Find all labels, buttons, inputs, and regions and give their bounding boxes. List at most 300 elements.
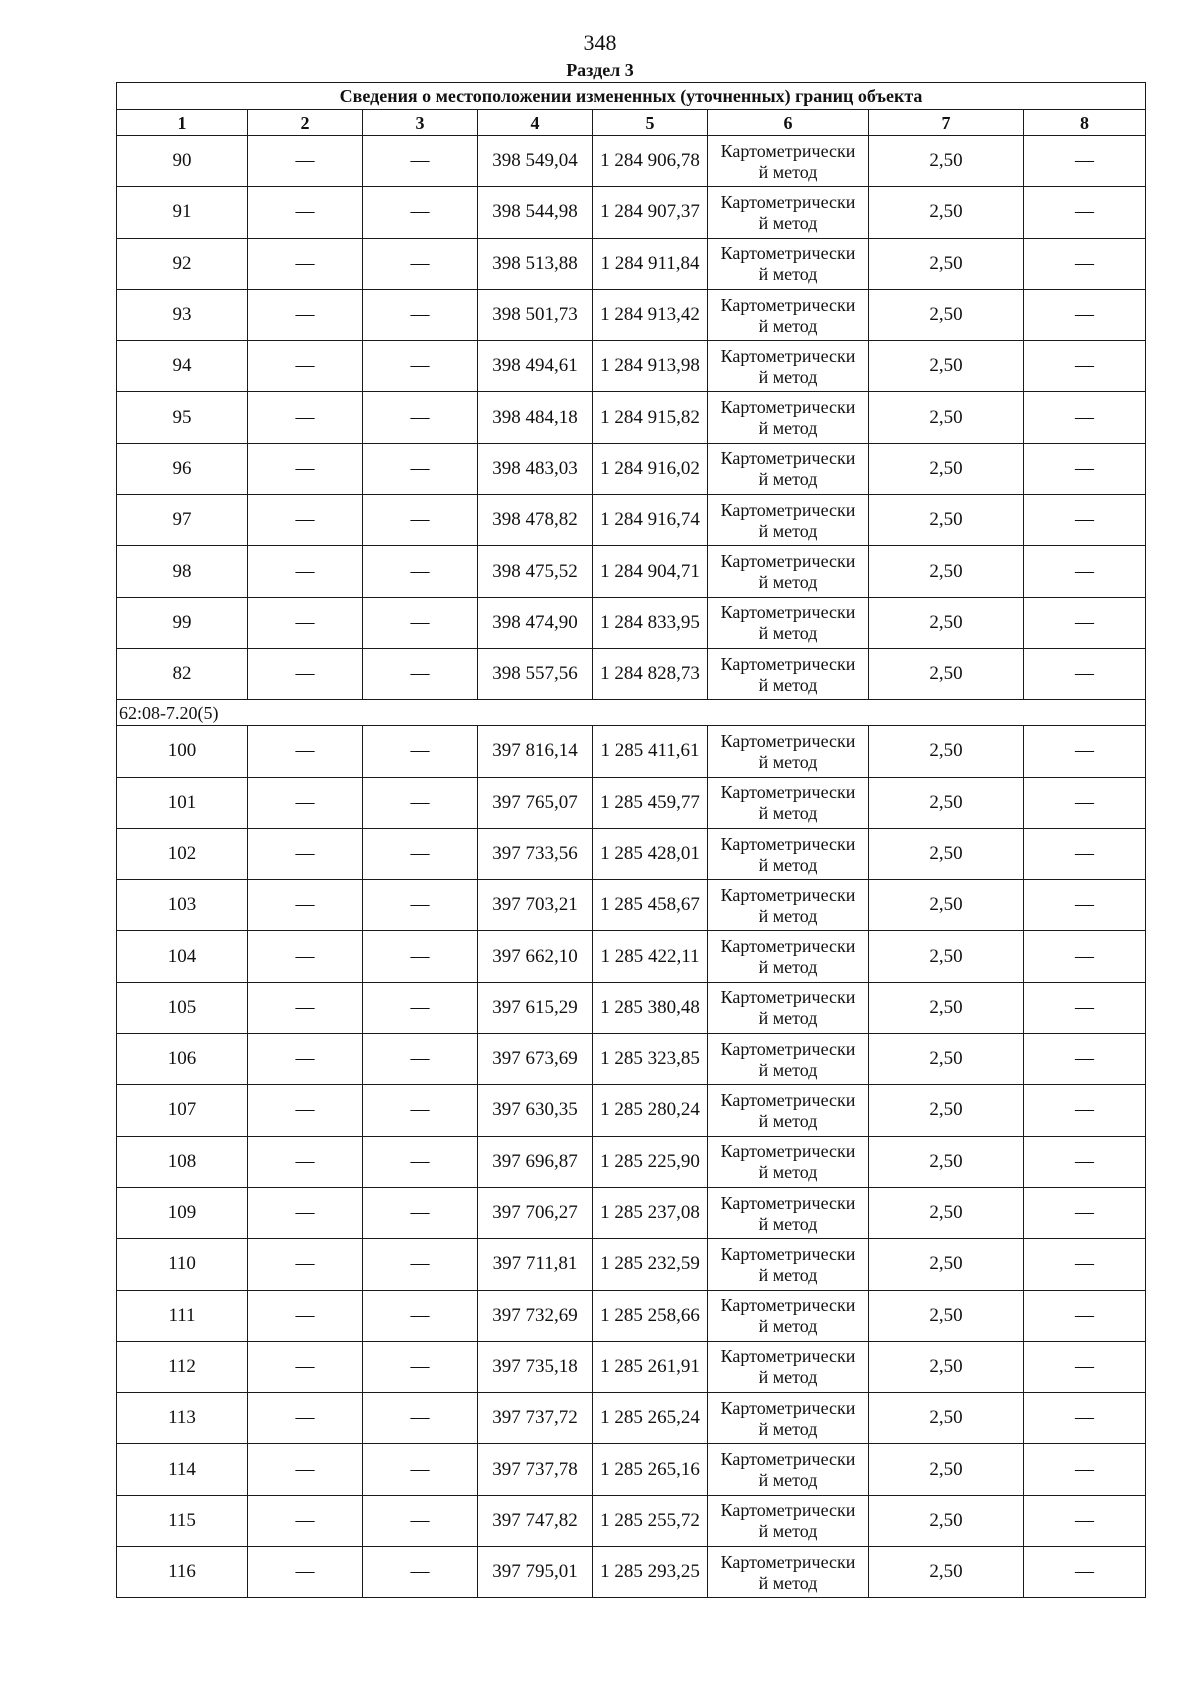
empty-dash: — — [363, 1341, 478, 1392]
method-cell — [708, 828, 869, 879]
point-number: 82 — [117, 648, 248, 699]
method-cell — [708, 1444, 869, 1495]
method-cell — [708, 187, 869, 238]
method-line: й метод — [758, 418, 818, 439]
method-line: й метод — [758, 315, 818, 336]
coordinate-y: 1 285 293,25 — [593, 1547, 708, 1598]
empty-dash: — — [363, 1187, 478, 1238]
method-line: й метод — [758, 623, 818, 644]
coordinate-y: 1 285 411,61 — [593, 726, 708, 777]
empty-dash: — — [1024, 1495, 1146, 1546]
method-cell — [708, 136, 869, 187]
accuracy-value: 2,50 — [869, 1290, 1024, 1341]
method-line: й метод — [758, 1110, 818, 1131]
empty-dash: — — [363, 136, 478, 187]
coordinate-x: 397 706,27 — [478, 1187, 593, 1238]
method-cell — [708, 1495, 869, 1546]
accuracy-value: 2,50 — [869, 1034, 1024, 1085]
coordinate-y: 1 285 458,67 — [593, 880, 708, 931]
empty-dash: — — [248, 1444, 363, 1495]
coordinate-x: 398 475,52 — [478, 546, 593, 597]
empty-dash: — — [1024, 495, 1146, 546]
empty-dash: — — [248, 546, 363, 597]
point-number: 102 — [117, 828, 248, 879]
empty-dash: — — [1024, 1085, 1146, 1136]
accuracy-value: 2,50 — [869, 597, 1024, 648]
empty-dash: — — [248, 1495, 363, 1546]
method-line: Картометрически — [720, 653, 856, 674]
method-cell — [708, 1341, 869, 1392]
method-line: Картометрически — [720, 243, 856, 264]
point-number: 106 — [117, 1034, 248, 1085]
empty-dash: — — [363, 777, 478, 828]
table-row — [117, 1444, 1146, 1495]
empty-dash: — — [1024, 187, 1146, 238]
accuracy-value: 2,50 — [869, 238, 1024, 289]
empty-dash: — — [1024, 1187, 1146, 1238]
accuracy-value: 2,50 — [869, 1495, 1024, 1546]
method-cell — [708, 495, 869, 546]
empty-dash: — — [248, 443, 363, 494]
method-line: й метод — [758, 1470, 818, 1491]
table-row — [117, 341, 1146, 392]
coordinate-x: 398 513,88 — [478, 238, 593, 289]
method-cell — [708, 1393, 869, 1444]
accuracy-value: 2,50 — [869, 546, 1024, 597]
column-number: 3 — [363, 110, 478, 136]
table-caption: Сведения о местоположении измененных (уточненных) границ объекта — [117, 83, 1146, 110]
empty-dash: — — [363, 648, 478, 699]
coordinate-y: 1 284 916,74 — [593, 495, 708, 546]
accuracy-value: 2,50 — [869, 1136, 1024, 1187]
accuracy-value: 2,50 — [869, 726, 1024, 777]
empty-dash: — — [1024, 289, 1146, 340]
method-line: Картометрически — [720, 1551, 856, 1572]
point-number: 110 — [117, 1239, 248, 1290]
method-line: Картометрически — [720, 1295, 856, 1316]
empty-dash: — — [363, 341, 478, 392]
coordinate-y: 1 284 913,98 — [593, 341, 708, 392]
empty-dash: — — [363, 880, 478, 931]
table-row — [117, 1239, 1146, 1290]
method-line: й метод — [758, 161, 818, 182]
method-line: й метод — [758, 1418, 818, 1439]
coordinate-y: 1 285 422,11 — [593, 931, 708, 982]
coordinate-y: 1 285 323,85 — [593, 1034, 708, 1085]
method-line: Картометрически — [720, 782, 856, 803]
empty-dash: — — [1024, 1034, 1146, 1085]
coordinate-y: 1 284 913,42 — [593, 289, 708, 340]
coordinate-x: 397 795,01 — [478, 1547, 593, 1598]
point-number: 91 — [117, 187, 248, 238]
method-cell — [708, 931, 869, 982]
point-number: 100 — [117, 726, 248, 777]
method-line: й метод — [758, 572, 818, 593]
column-number: 8 — [1024, 110, 1146, 136]
coordinate-y: 1 285 280,24 — [593, 1085, 708, 1136]
method-line: Картометрически — [720, 294, 856, 315]
page-number: 348 — [583, 30, 617, 55]
accuracy-value: 2,50 — [869, 828, 1024, 879]
coordinate-x: 397 630,35 — [478, 1085, 593, 1136]
empty-dash: — — [363, 726, 478, 777]
coordinate-y: 1 284 907,37 — [593, 187, 708, 238]
point-number: 96 — [117, 443, 248, 494]
coordinate-x: 398 501,73 — [478, 289, 593, 340]
coordinate-y: 1 284 911,84 — [593, 238, 708, 289]
point-number: 111 — [117, 1290, 248, 1341]
coordinate-x: 397 747,82 — [478, 1495, 593, 1546]
empty-dash: — — [248, 597, 363, 648]
method-line: Картометрически — [720, 1089, 856, 1110]
table-row — [117, 1547, 1146, 1598]
coordinate-y: 1 284 828,73 — [593, 648, 708, 699]
coordinate-x: 397 703,21 — [478, 880, 593, 931]
empty-dash: — — [363, 546, 478, 597]
accuracy-value: 2,50 — [869, 1239, 1024, 1290]
accuracy-value: 2,50 — [869, 495, 1024, 546]
coordinate-x: 397 662,10 — [478, 931, 593, 982]
empty-dash: — — [1024, 238, 1146, 289]
accuracy-value: 2,50 — [869, 392, 1024, 443]
method-line: й метод — [758, 366, 818, 387]
empty-dash: — — [363, 1085, 478, 1136]
method-line: й метод — [758, 264, 818, 285]
coordinate-x: 397 765,07 — [478, 777, 593, 828]
coordinate-y: 1 285 428,01 — [593, 828, 708, 879]
table-row — [117, 1393, 1146, 1444]
empty-dash: — — [363, 1444, 478, 1495]
method-line: Картометрически — [720, 345, 856, 366]
empty-dash: — — [363, 1239, 478, 1290]
column-number-row — [117, 110, 1146, 136]
empty-dash: — — [1024, 341, 1146, 392]
group-row — [117, 700, 1146, 726]
empty-dash: — — [248, 495, 363, 546]
point-number: 93 — [117, 289, 248, 340]
method-line: й метод — [758, 1162, 818, 1183]
method-line: Картометрически — [720, 1243, 856, 1264]
method-cell — [708, 726, 869, 777]
method-line: й метод — [758, 674, 818, 695]
point-number: 90 — [117, 136, 248, 187]
empty-dash: — — [363, 1495, 478, 1546]
coordinate-y: 1 285 380,48 — [593, 982, 708, 1033]
coordinate-y: 1 284 906,78 — [593, 136, 708, 187]
table-row — [117, 495, 1146, 546]
empty-dash: — — [1024, 880, 1146, 931]
empty-dash: — — [248, 289, 363, 340]
empty-dash: — — [248, 392, 363, 443]
table-row — [117, 1495, 1146, 1546]
method-line: Картометрически — [720, 1449, 856, 1470]
accuracy-value: 2,50 — [869, 1393, 1024, 1444]
point-number: 94 — [117, 341, 248, 392]
method-line: й метод — [758, 1316, 818, 1337]
table-row — [117, 1341, 1146, 1392]
point-number: 103 — [117, 880, 248, 931]
table-row — [117, 597, 1146, 648]
accuracy-value: 2,50 — [869, 1341, 1024, 1392]
empty-dash: — — [248, 187, 363, 238]
empty-dash: — — [1024, 546, 1146, 597]
method-line: й метод — [758, 1521, 818, 1542]
empty-dash: — — [248, 982, 363, 1033]
coordinate-x: 398 483,03 — [478, 443, 593, 494]
point-number: 108 — [117, 1136, 248, 1187]
column-number: 6 — [708, 110, 869, 136]
column-number: 1 — [117, 110, 248, 136]
method-line: й метод — [758, 905, 818, 926]
empty-dash: — — [363, 828, 478, 879]
method-line: й метод — [758, 1264, 818, 1285]
point-number: 105 — [117, 982, 248, 1033]
empty-dash: — — [1024, 136, 1146, 187]
point-number: 115 — [117, 1495, 248, 1546]
empty-dash: — — [1024, 1341, 1146, 1392]
accuracy-value: 2,50 — [869, 931, 1024, 982]
method-line: Картометрически — [720, 1141, 856, 1162]
column-number: 2 — [248, 110, 363, 136]
point-number: 112 — [117, 1341, 248, 1392]
empty-dash: — — [248, 1393, 363, 1444]
method-cell — [708, 546, 869, 597]
coordinate-y: 1 285 255,72 — [593, 1495, 708, 1546]
method-line: й метод — [758, 751, 818, 772]
point-number: 114 — [117, 1444, 248, 1495]
accuracy-value: 2,50 — [869, 880, 1024, 931]
coordinate-x: 397 696,87 — [478, 1136, 593, 1187]
method-cell — [708, 1085, 869, 1136]
method-line: Картометрически — [720, 499, 856, 520]
accuracy-value: 2,50 — [869, 777, 1024, 828]
method-cell — [708, 648, 869, 699]
method-line: Картометрически — [720, 140, 856, 161]
method-cell — [708, 597, 869, 648]
empty-dash: — — [363, 1393, 478, 1444]
empty-dash: — — [1024, 392, 1146, 443]
empty-dash: — — [363, 1547, 478, 1598]
method-line: й метод — [758, 1213, 818, 1234]
method-line: Картометрически — [720, 551, 856, 572]
method-cell — [708, 777, 869, 828]
empty-dash: — — [1024, 1239, 1146, 1290]
empty-dash: — — [363, 597, 478, 648]
method-line: й метод — [758, 1059, 818, 1080]
coordinate-x: 397 711,81 — [478, 1239, 593, 1290]
empty-dash: — — [248, 238, 363, 289]
coordinate-y: 1 284 916,02 — [593, 443, 708, 494]
method-line: Картометрически — [720, 1397, 856, 1418]
table-row — [117, 443, 1146, 494]
empty-dash: — — [248, 1341, 363, 1392]
method-line: Картометрически — [720, 191, 856, 212]
method-line: Картометрически — [720, 448, 856, 469]
method-line: й метод — [758, 1572, 818, 1593]
empty-dash: — — [363, 1136, 478, 1187]
method-line: Картометрически — [720, 987, 856, 1008]
coordinate-x: 397 673,69 — [478, 1034, 593, 1085]
coordinate-x: 397 732,69 — [478, 1290, 593, 1341]
coordinate-y: 1 285 261,91 — [593, 1341, 708, 1392]
method-line: й метод — [758, 803, 818, 824]
column-number: 5 — [593, 110, 708, 136]
table-row — [117, 828, 1146, 879]
empty-dash: — — [1024, 1393, 1146, 1444]
empty-dash: — — [1024, 726, 1146, 777]
method-line: Картометрически — [720, 936, 856, 957]
empty-dash: — — [363, 238, 478, 289]
method-line: й метод — [758, 520, 818, 541]
empty-dash: — — [248, 726, 363, 777]
point-number: 92 — [117, 238, 248, 289]
coordinate-y: 1 285 237,08 — [593, 1187, 708, 1238]
table-row — [117, 648, 1146, 699]
method-cell — [708, 392, 869, 443]
column-number: 7 — [869, 110, 1024, 136]
boundary-coordinates-table — [116, 82, 1146, 1598]
point-number: 98 — [117, 546, 248, 597]
empty-dash: — — [248, 1547, 363, 1598]
empty-dash: — — [363, 982, 478, 1033]
table-row — [117, 1085, 1146, 1136]
table-row — [117, 1290, 1146, 1341]
empty-dash: — — [1024, 1444, 1146, 1495]
table-row — [117, 880, 1146, 931]
point-number: 104 — [117, 931, 248, 982]
accuracy-value: 2,50 — [869, 1547, 1024, 1598]
method-cell — [708, 1136, 869, 1187]
method-line: й метод — [758, 1367, 818, 1388]
empty-dash: — — [248, 931, 363, 982]
coordinate-y: 1 285 265,16 — [593, 1444, 708, 1495]
coordinate-x: 397 733,56 — [478, 828, 593, 879]
section-title: Раздел 3 — [566, 60, 634, 80]
empty-dash: — — [248, 341, 363, 392]
empty-dash: — — [248, 1239, 363, 1290]
accuracy-value: 2,50 — [869, 443, 1024, 494]
coordinate-x: 397 737,78 — [478, 1444, 593, 1495]
empty-dash: — — [363, 931, 478, 982]
point-number: 107 — [117, 1085, 248, 1136]
coordinate-y: 1 284 915,82 — [593, 392, 708, 443]
method-cell — [708, 1290, 869, 1341]
point-number: 116 — [117, 1547, 248, 1598]
point-number: 109 — [117, 1187, 248, 1238]
empty-dash: — — [363, 495, 478, 546]
coordinate-x: 397 737,72 — [478, 1393, 593, 1444]
empty-dash: — — [1024, 777, 1146, 828]
point-number: 95 — [117, 392, 248, 443]
empty-dash: — — [248, 777, 363, 828]
accuracy-value: 2,50 — [869, 136, 1024, 187]
method-line: й метод — [758, 957, 818, 978]
table-row — [117, 726, 1146, 777]
column-number: 4 — [478, 110, 593, 136]
empty-dash: — — [248, 1085, 363, 1136]
method-cell — [708, 238, 869, 289]
accuracy-value: 2,50 — [869, 1187, 1024, 1238]
table-row — [117, 392, 1146, 443]
table-body — [117, 136, 1146, 1598]
table-row — [117, 289, 1146, 340]
coordinate-y: 1 285 258,66 — [593, 1290, 708, 1341]
empty-dash: — — [248, 1290, 363, 1341]
point-number: 99 — [117, 597, 248, 648]
method-cell — [708, 1547, 869, 1598]
table-row — [117, 546, 1146, 597]
coordinate-x: 397 615,29 — [478, 982, 593, 1033]
coordinate-x: 398 544,98 — [478, 187, 593, 238]
table-row — [117, 982, 1146, 1033]
empty-dash: — — [363, 1034, 478, 1085]
accuracy-value: 2,50 — [869, 187, 1024, 238]
empty-dash: — — [363, 1290, 478, 1341]
method-cell — [708, 341, 869, 392]
method-line: Картометрически — [720, 602, 856, 623]
method-line: Картометрически — [720, 1192, 856, 1213]
point-number: 97 — [117, 495, 248, 546]
empty-dash: — — [1024, 648, 1146, 699]
accuracy-value: 2,50 — [869, 982, 1024, 1033]
empty-dash: — — [1024, 597, 1146, 648]
coordinate-x: 398 557,56 — [478, 648, 593, 699]
empty-dash: — — [1024, 443, 1146, 494]
accuracy-value: 2,50 — [869, 648, 1024, 699]
table-row — [117, 1136, 1146, 1187]
coordinate-x: 397 735,18 — [478, 1341, 593, 1392]
method-line: Картометрически — [720, 884, 856, 905]
point-number: 113 — [117, 1393, 248, 1444]
empty-dash: — — [363, 187, 478, 238]
group-label: 62:08-7.20(5) — [117, 700, 1146, 726]
point-number: 101 — [117, 777, 248, 828]
table-row — [117, 1034, 1146, 1085]
empty-dash: — — [363, 443, 478, 494]
empty-dash: — — [248, 136, 363, 187]
method-line: Картометрически — [720, 1346, 856, 1367]
accuracy-value: 2,50 — [869, 1444, 1024, 1495]
method-cell — [708, 1239, 869, 1290]
empty-dash: — — [363, 392, 478, 443]
coordinate-x: 398 484,18 — [478, 392, 593, 443]
coordinate-x: 398 549,04 — [478, 136, 593, 187]
method-cell — [708, 1187, 869, 1238]
empty-dash: — — [248, 1187, 363, 1238]
method-line: й метод — [758, 854, 818, 875]
accuracy-value: 2,50 — [869, 1085, 1024, 1136]
empty-dash: — — [248, 648, 363, 699]
method-cell — [708, 880, 869, 931]
empty-dash: — — [1024, 982, 1146, 1033]
coordinate-y: 1 284 904,71 — [593, 546, 708, 597]
empty-dash: — — [248, 880, 363, 931]
table-row — [117, 238, 1146, 289]
empty-dash: — — [248, 828, 363, 879]
method-line: Картометрически — [720, 397, 856, 418]
empty-dash: — — [1024, 828, 1146, 879]
empty-dash: — — [1024, 1136, 1146, 1187]
coordinate-y: 1 285 225,90 — [593, 1136, 708, 1187]
coordinate-y: 1 285 265,24 — [593, 1393, 708, 1444]
method-line: Картометрически — [720, 1500, 856, 1521]
empty-dash: — — [1024, 1547, 1146, 1598]
method-line: й метод — [758, 469, 818, 490]
method-line: й метод — [758, 1008, 818, 1029]
table-row — [117, 187, 1146, 238]
method-line: й метод — [758, 212, 818, 233]
method-cell — [708, 443, 869, 494]
